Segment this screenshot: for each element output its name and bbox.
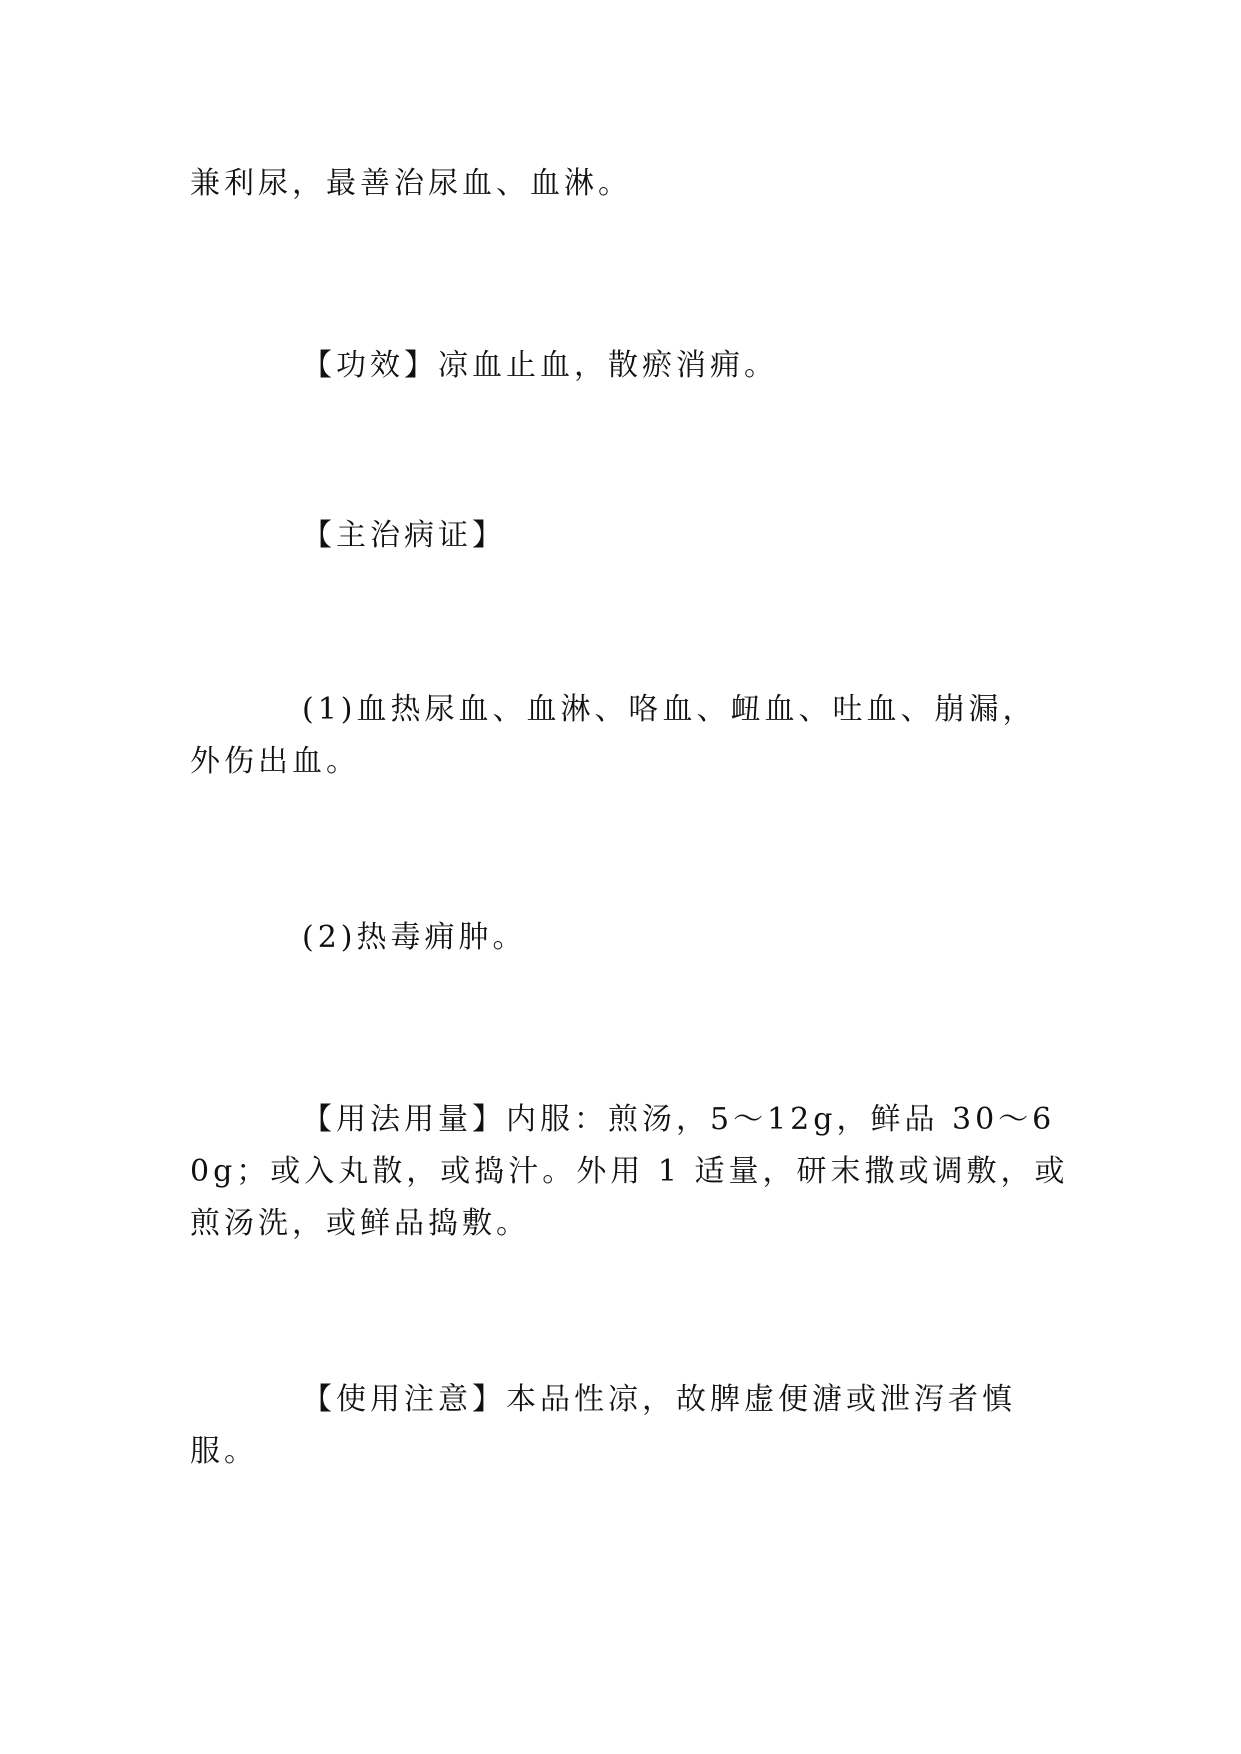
paragraph-precautions: 【使用注意】本品性凉，故脾虚便溏或泄泻者慎服。 (190, 1382, 1016, 1469)
paragraph-indication-2: (2)热毒痈肿。 (302, 920, 527, 955)
paragraph-continuation: 兼利尿，最善治尿血、血淋。 (190, 166, 632, 201)
paragraph-efficacy: 【功效】凉血止血，散瘀消痈。 (302, 348, 778, 383)
paragraph-indication-1: (1)血热尿血、血淋、咯血、衄血、吐血、崩漏，外伤出血。 (190, 692, 1037, 779)
paragraph-indications-heading: 【主治病证】 (302, 518, 506, 553)
paragraph-usage-dosage: 【用法用量】内服：煎汤，5～12g，鲜品 30～60g；或入丸散，或捣汁。外用 1 适量，研末撒或调敷，或煎汤洗，或鲜品捣敷。 (190, 1102, 1069, 1241)
